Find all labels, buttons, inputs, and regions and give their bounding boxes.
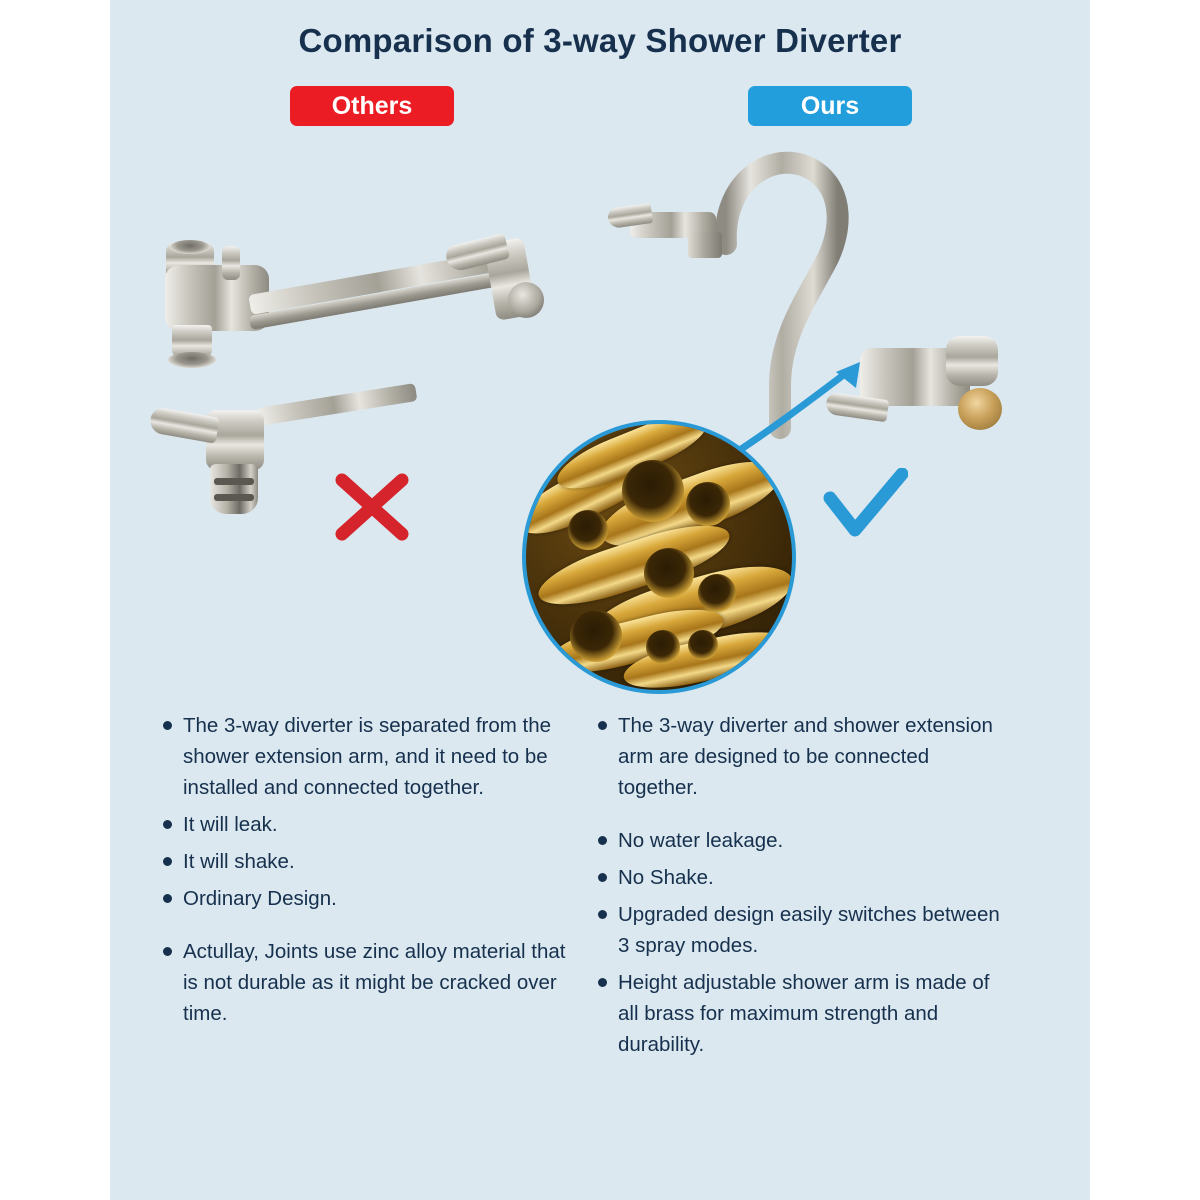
list-item: It will leak.: [155, 809, 575, 840]
brass-tubing-zoom-circle: [522, 420, 796, 694]
brass-tube-opening: [570, 610, 622, 662]
brass-tube-opening: [686, 482, 730, 526]
list-item: Upgraded design easily switches between 3 spray modes.: [590, 899, 1010, 961]
list-item: Ordinary Design.: [155, 883, 575, 914]
bullet-group: [590, 825, 1010, 1060]
second-diverter-groove-1: [214, 478, 254, 485]
diverter-top-thread: [170, 240, 210, 254]
brass-tube-opening: [688, 630, 718, 660]
bullet-group: [590, 710, 1010, 803]
page-title: Comparison of 3-way Shower Diverter: [298, 22, 902, 59]
blue-check-mark: [822, 468, 908, 554]
second-arm-tube: [257, 383, 418, 426]
upper-inlet-thread: [688, 232, 722, 258]
bullet-group: [155, 936, 575, 1029]
second-diverter-groove-2: [214, 494, 254, 501]
brass-tube-opening: [622, 460, 684, 522]
list-item: No Shake.: [590, 862, 1010, 893]
brass-tube-opening: [644, 548, 694, 598]
diverter-side-nozzle: [222, 246, 240, 280]
badge-ours: Ours: [748, 86, 912, 126]
list-item: Actullay, Joints use zinc alloy material that is not durable as it might be cracked over time.: [155, 936, 575, 1029]
others-bullet-column: [155, 710, 575, 1051]
list-item: The 3-way diverter and shower extension arm are designed to be connected together.: [590, 710, 1010, 803]
arm-outlet-port: [508, 282, 544, 318]
brass-outlet-thread: [958, 388, 1002, 430]
diverter-bottom-thread: [168, 352, 216, 368]
list-item: Height adjustable shower arm is made of all brass for maximum strength and durability.: [590, 967, 1010, 1060]
brass-tube-opening: [646, 630, 680, 664]
bullet-group: [155, 710, 575, 914]
comparison-bullets: [110, 710, 1090, 1190]
second-diverter-lower: [210, 464, 258, 514]
integrated-diverter-cap: [946, 336, 998, 386]
list-item: It will shake.: [155, 846, 575, 877]
red-x-mark: [332, 468, 412, 548]
product-imagery: [110, 120, 1090, 710]
ours-bullet-column: [590, 710, 1010, 1082]
content-panel: [110, 0, 1090, 1200]
list-item: The 3-way diverter is separated from the shower extension arm, and it need to be installed and connected together.: [155, 710, 575, 803]
brass-tube-opening: [568, 510, 608, 550]
list-item: No water leakage.: [590, 825, 1010, 856]
brass-tube-opening: [698, 574, 736, 612]
badge-others: Others: [290, 86, 454, 126]
